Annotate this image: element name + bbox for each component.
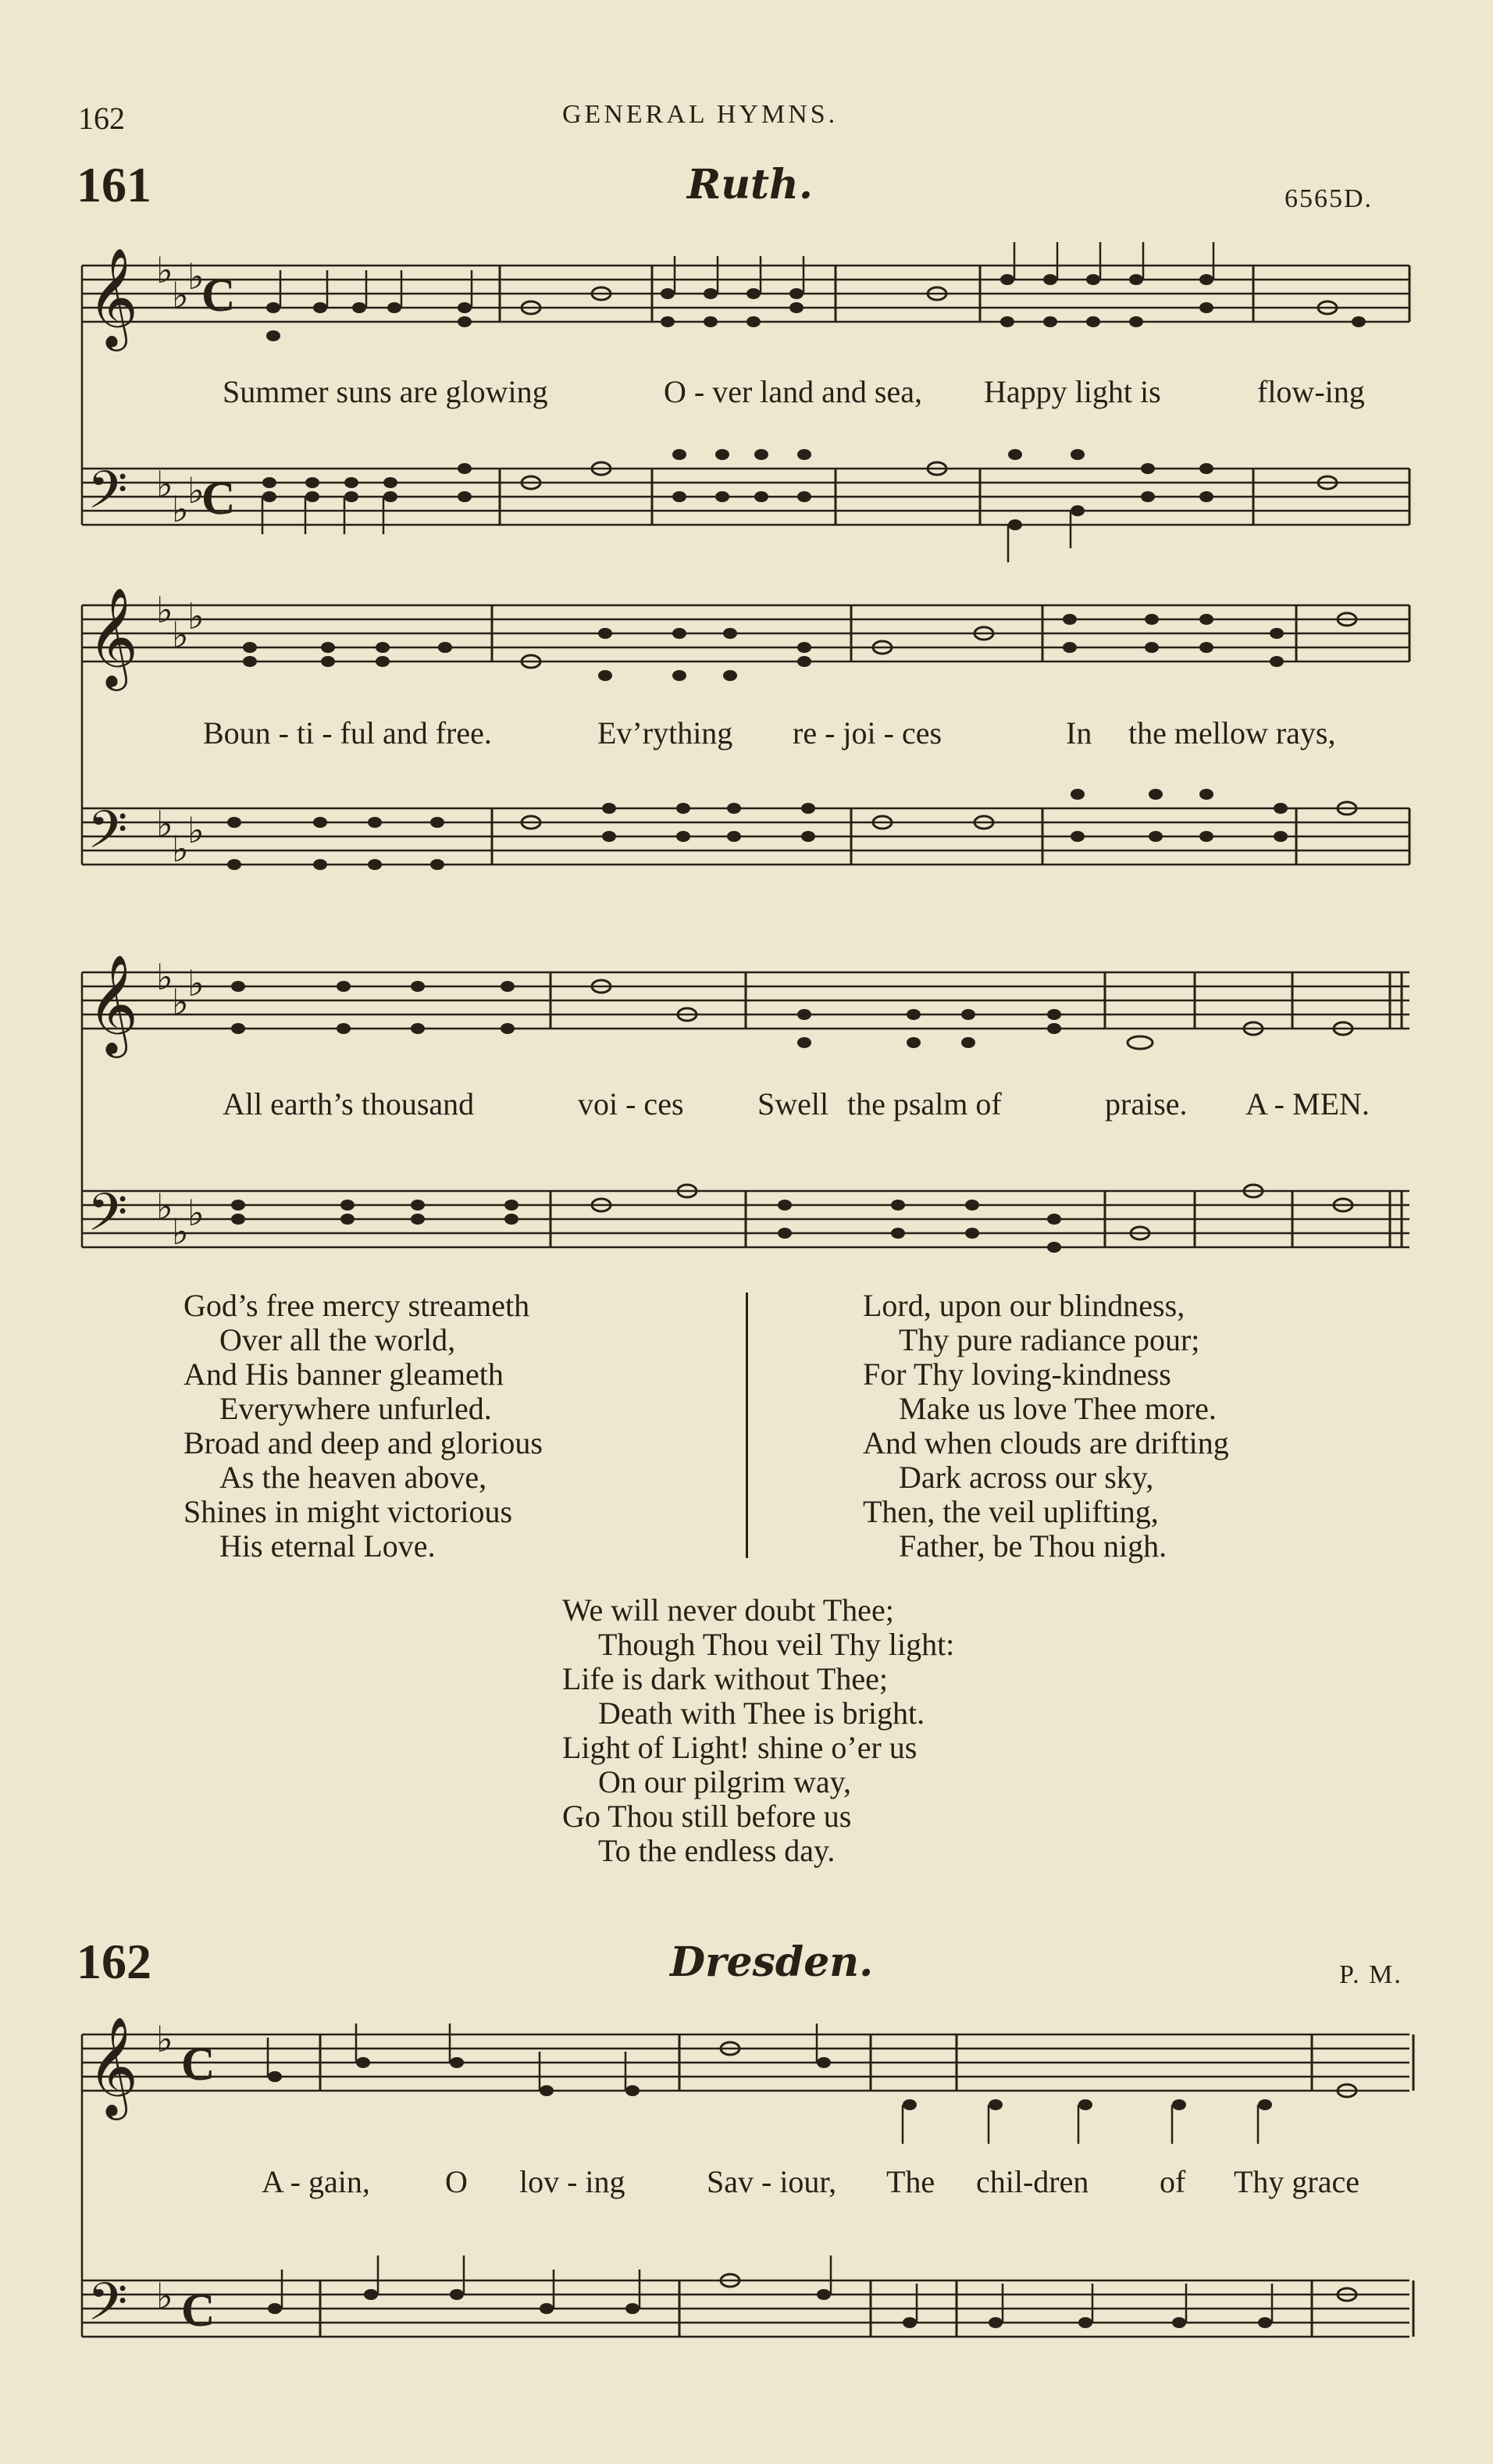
verse-line: Though Thou veil Thy light: [598,1627,955,1662]
verse-line: Then, the veil uplifting, [863,1494,1159,1529]
treble-clef: 𝄞 [87,587,139,686]
lyric-162-h: Thy grace [1234,2164,1360,2199]
lyric-line-3f: A - MEN. [1245,1086,1370,1121]
hymn-161-meter: 6565D. [1285,184,1374,213]
svg-text:♭: ♭ [187,962,205,1004]
verse-line: Lord, upon our blindness, [863,1288,1185,1323]
svg-text:♭: ♭ [187,255,205,298]
verse-line: Broad and deep and glorious [184,1425,543,1460]
lyric-162-d: Sav - iour, [707,2164,837,2199]
svg-text:♭: ♭ [156,803,173,845]
lyric-line-3d: the psalm of [847,1086,1002,1121]
key-signature-flats [156,249,205,2317]
note-stems [262,242,1272,2323]
lyric-line-3c: Swell [757,1086,829,1121]
svg-text:♭: ♭ [172,981,189,1023]
svg-text:♭: ♭ [156,1186,173,1228]
hymn-161-tune: Ruth. [687,161,813,209]
svg-text:♭: ♭ [172,828,189,870]
verse-line: Shines in might victorious [184,1494,513,1529]
svg-text:C: C [181,2038,216,2090]
hymn-161-number: 161 [77,157,151,212]
column-divider [746,1293,748,1558]
bass-clef: 𝄢 [87,800,128,872]
verse-line: His eternal Love. [219,1528,436,1564]
svg-text:♭: ♭ [172,274,189,316]
lyric-line-1b: O - ver land and sea, [664,374,922,409]
verse-line: Over all the world, [219,1322,456,1357]
verse-line: Make us love Thee more. [899,1391,1217,1426]
verse-line: For Thy loving-kindness [863,1357,1171,1392]
verse-line: Light of Light! shine o’er us [562,1730,918,1765]
svg-text:♭: ♭ [187,595,205,637]
verse-line: Go Thou still before us [562,1799,852,1834]
verse-line: Life is dark without Thee; [562,1661,888,1696]
lyric-line-3e: praise. [1105,1086,1188,1121]
lyric-line-3b: voi - ces [578,1086,684,1121]
svg-text:♭: ♭ [156,2018,173,2060]
bass-clef: 𝄢 [87,2272,128,2345]
lyric-line-2b: Ev’rything [597,715,733,751]
lyric-162-e: The [886,2164,935,2199]
verse-line: Death with Thee is bright. [598,1696,925,1731]
svg-text:♭: ♭ [156,249,173,291]
verse-line: On our pilgrim way, [598,1764,852,1799]
svg-text:♭: ♭ [156,956,173,998]
lyric-line-3a: All earth’s thousand [223,1086,475,1121]
lyric-162-f: chil-dren [976,2164,1089,2199]
lyric-162-b: O [445,2164,468,2199]
treble-clef: 𝄞 [87,2016,139,2116]
lyric-line-2c: re - joi - ces [793,715,942,751]
verse-line: As the heaven above, [219,1460,487,1495]
verse-line: To the endless day. [598,1833,836,1868]
svg-text:C: C [201,269,236,321]
treble-clef: 𝄞 [87,247,139,347]
svg-text:♭: ♭ [187,469,205,512]
verse-line: And when clouds are drifting [863,1425,1229,1460]
verse-line: And His banner gleameth [184,1357,504,1392]
lyric-line-2d: In [1066,715,1092,751]
svg-text:♭: ♭ [187,1192,205,1234]
verse-line: Thy pure radiance pour; [899,1322,1200,1357]
running-title: GENERAL HYMNS. [562,100,839,129]
svg-text:♭: ♭ [172,614,189,656]
hymn-162-number: 162 [77,1934,151,1989]
svg-text:♭: ♭ [187,809,205,851]
staff-treble-4 [82,2034,1409,2091]
staff-treble-2 [82,605,1409,661]
verse-line: Father, be Thou nigh. [899,1528,1167,1564]
lyric-line-1d: flow-ing [1257,374,1365,409]
treble-clef: 𝄞 [87,954,139,1054]
verse-line: Dark across our sky, [899,1460,1154,1495]
lyric-line-1c: Happy light is [984,374,1161,409]
lyric-line-2e: the mellow rays, [1128,715,1336,751]
lyric-line-1a: Summer suns are glowing [223,374,548,409]
hymn-162-meter: P. M. [1339,1960,1402,1989]
lyric-line-2a: Boun - ti - ful and free. [203,715,492,751]
hymn-162-tune: Dresden. [670,1938,874,1986]
verse-line: God’s free mercy streameth [184,1288,530,1323]
bass-clef: 𝄢 [87,1182,128,1255]
lyric-162-g: of [1160,2164,1186,2199]
verse-line: Everywhere unfurled. [219,1391,492,1426]
svg-text:♭: ♭ [156,589,173,631]
lyric-162-c: lov - ing [519,2164,625,2199]
verse-2 [184,1289,543,1564]
svg-text:♭: ♭ [156,463,173,505]
svg-text:♭: ♭ [156,2275,173,2317]
page-number: 162 [78,101,125,136]
svg-text:C: C [181,2284,216,2336]
verse-line: We will never doubt Thee; [562,1592,894,1628]
svg-text:C: C [201,472,236,524]
svg-text:♭: ♭ [172,1211,189,1253]
verse-3 [863,1289,1229,1564]
verse-4 [562,1593,954,1868]
lyric-162-a: A - gain, [262,2164,370,2199]
svg-text:♭: ♭ [172,488,189,530]
bass-clef: 𝄢 [87,460,128,533]
